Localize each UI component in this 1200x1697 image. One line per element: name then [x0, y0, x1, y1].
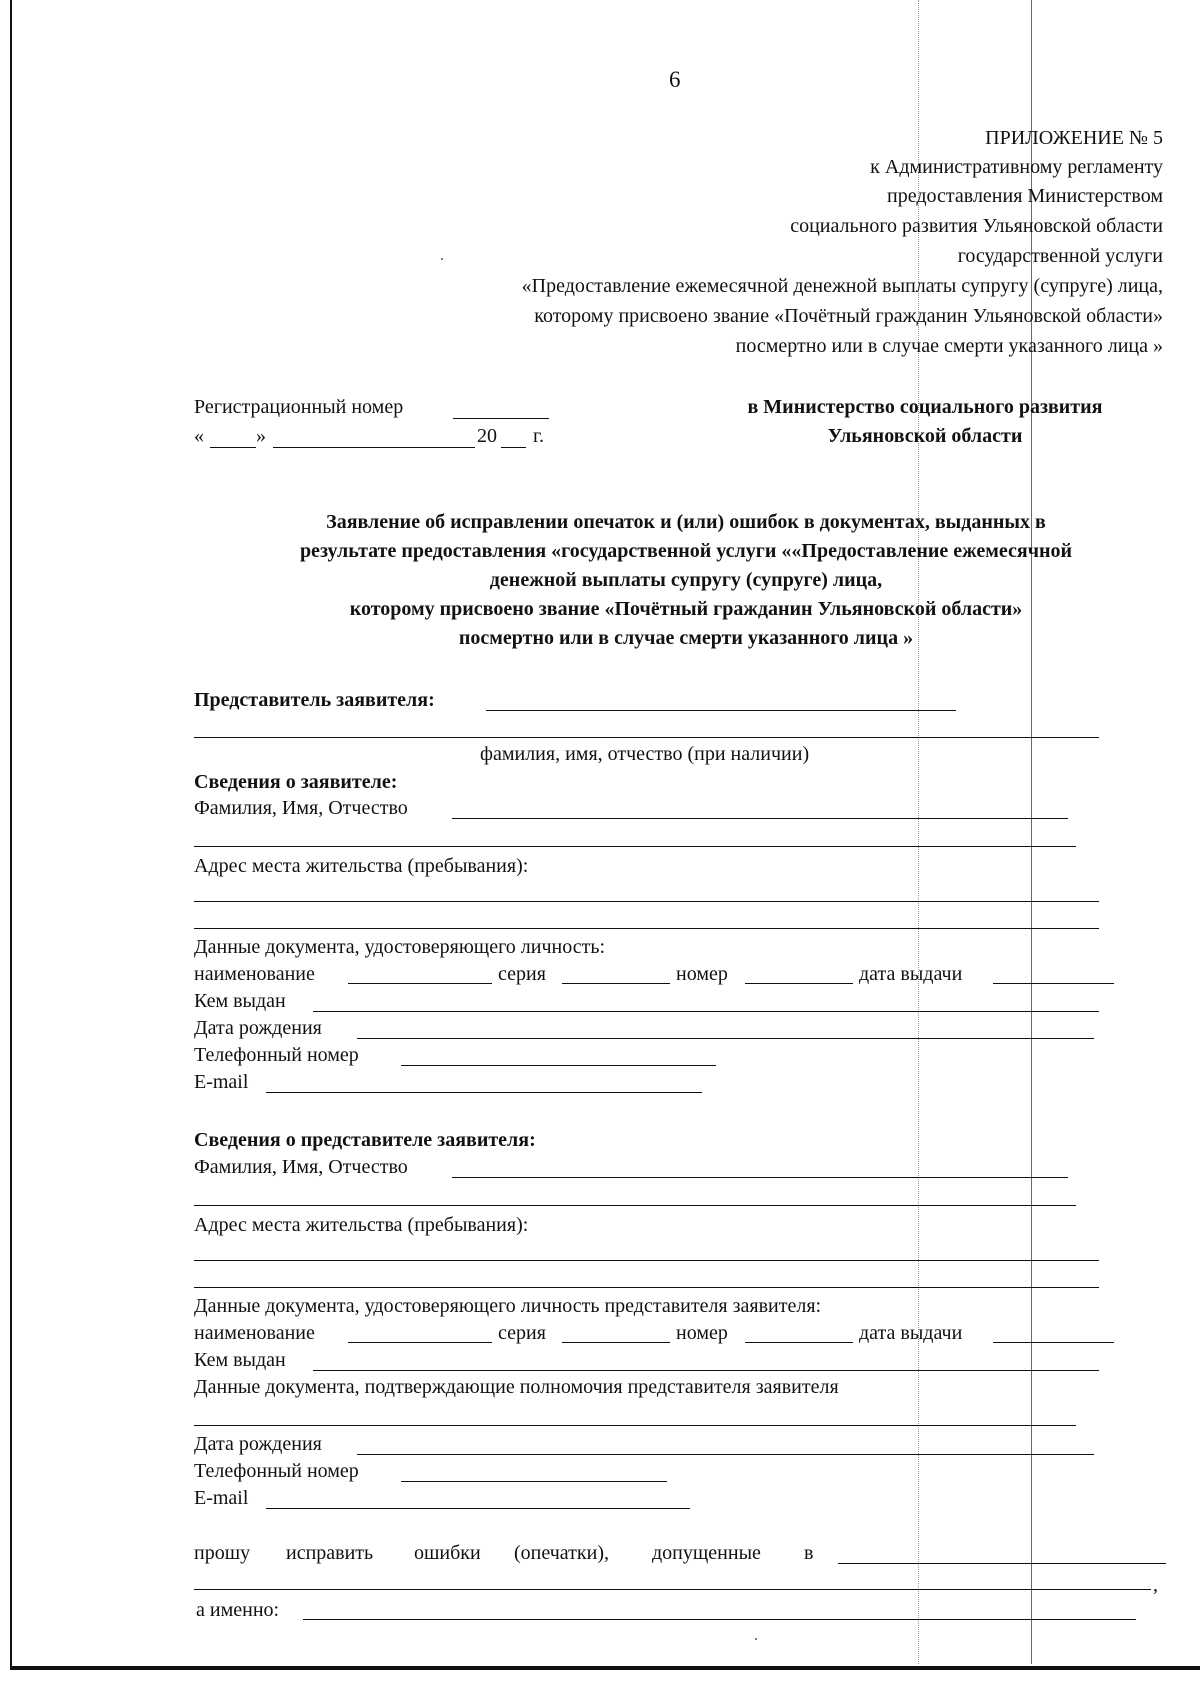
rep-birth-date-label: Дата рождения: [194, 1433, 322, 1455]
appendix-title: ПРИЛОЖЕНИЕ № 5: [985, 127, 1163, 149]
rep-doc-name-field[interactable]: [348, 1342, 492, 1343]
request-namely-label: а именно:: [196, 1599, 280, 1621]
representative-name-field[interactable]: [486, 710, 956, 711]
request-comma: ,: [1153, 1574, 1158, 1596]
rep-authority-doc-label: Данные документа, подтверждающие полномочия представителя заявителя: [194, 1376, 839, 1398]
rep-doc-date-label: дата выдачи: [859, 1322, 963, 1344]
request-word: в: [804, 1542, 814, 1564]
appendix-line: которому присвоено звание «Почётный гражданин Ульяновской области»: [534, 305, 1163, 327]
rep-doc-series-label: серия: [498, 1322, 546, 1344]
applicant-address-field[interactable]: [194, 901, 1099, 902]
year-prefix: 20: [477, 425, 497, 447]
request-word: (опечатки),: [514, 1542, 609, 1564]
request-document-field-line2[interactable]: [194, 1589, 1151, 1590]
date-day-field[interactable]: [210, 447, 256, 448]
rep-address-field[interactable]: [194, 1260, 1099, 1261]
statement-title-line: посмертно или в случае смерти указанного лица »: [458, 627, 914, 649]
appendix-line: к Административному регламенту: [870, 156, 1163, 178]
representative-name-field-line2[interactable]: [194, 737, 1099, 738]
request-document-field[interactable]: [838, 1563, 1166, 1564]
page-number: 6: [669, 67, 681, 92]
rep-info-heading: Сведения о представителе заявителя:: [194, 1129, 536, 1151]
rep-doc-number-label: номер: [676, 1322, 728, 1344]
applicant-heading: Сведения о заявителе:: [194, 771, 398, 793]
rep-doc-date-field[interactable]: [993, 1342, 1114, 1343]
applicant-issued-by-field[interactable]: [313, 1011, 1099, 1012]
appendix-line: предоставления Министерством: [887, 185, 1163, 207]
year-suffix: г.: [533, 425, 544, 447]
request-word: исправить: [286, 1542, 374, 1564]
applicant-doc-number-label: номер: [676, 963, 728, 985]
applicant-fio-label: Фамилия, Имя, Отчество: [194, 797, 408, 819]
request-word: ошибки: [414, 1542, 481, 1564]
rep-birth-date-field[interactable]: [357, 1454, 1094, 1455]
scan-speck: [755, 1638, 757, 1640]
statement-title-line: которому присвоено звание «Почётный гражданин Ульяновской области»: [349, 598, 1023, 620]
rep-doc-name-label: наименование: [194, 1322, 315, 1344]
applicant-email-field[interactable]: [266, 1092, 702, 1093]
rep-authority-doc-field[interactable]: [194, 1425, 1076, 1426]
rep-issued-by-label: Кем выдан: [194, 1349, 286, 1371]
request-word: прошу: [194, 1542, 251, 1564]
rep-fio-field[interactable]: [452, 1177, 1068, 1178]
rep-issued-by-field[interactable]: [313, 1370, 1099, 1371]
applicant-birth-date-field[interactable]: [357, 1038, 1094, 1039]
applicant-phone-field[interactable]: [401, 1065, 716, 1066]
applicant-id-doc-label: Данные документа, удостоверяющего личность:: [194, 936, 606, 958]
recipient-line: Ульяновской области: [827, 425, 1023, 447]
applicant-phone-label: Телефонный номер: [194, 1044, 359, 1066]
recipient-line: в Министерство социального развития: [747, 396, 1103, 418]
applicant-fio-field[interactable]: [452, 818, 1068, 819]
applicant-doc-series-field[interactable]: [562, 983, 670, 984]
rep-fio-label: Фамилия, Имя, Отчество: [194, 1156, 408, 1178]
page-bottom-border: [10, 1666, 1200, 1670]
appendix-line: «Предоставление ежемесячной денежной выплаты супругу (супруге) лица,: [521, 275, 1163, 297]
scan-speck: [441, 258, 443, 260]
registration-number-label: Регистрационный номер: [194, 396, 404, 418]
appendix-line: государственной услуги: [957, 245, 1163, 267]
registration-number-field[interactable]: [453, 418, 549, 419]
applicant-issued-by-label: Кем выдан: [194, 990, 286, 1012]
page-left-border: [10, 0, 12, 1668]
appendix-line: социального развития Ульяновской области: [790, 215, 1163, 237]
applicant-doc-name-label: наименование: [194, 963, 315, 985]
rep-phone-field[interactable]: [401, 1481, 667, 1482]
rep-email-field[interactable]: [266, 1508, 690, 1509]
statement-title-line: денежной выплаты супругу (супруге) лица,: [489, 569, 883, 591]
statement-title-line: результате предоставления «государственной услуги ««Предоставление ежемесячной: [299, 540, 1073, 562]
applicant-fio-field-line2[interactable]: [194, 846, 1076, 847]
applicant-address-field-line2[interactable]: [194, 928, 1099, 929]
applicant-doc-series-label: серия: [498, 963, 546, 985]
representative-caption: фамилия, имя, отчество (при наличии): [480, 743, 810, 765]
rep-id-doc-label: Данные документа, удостоверяющего личность представителя заявителя:: [194, 1295, 822, 1317]
applicant-address-label: Адрес места жительства (пребывания):: [194, 855, 529, 877]
representative-label: Представитель заявителя:: [194, 689, 435, 711]
request-namely-field[interactable]: [303, 1619, 1136, 1620]
appendix-line: посмертно или в случае смерти указанного лица »: [735, 335, 1163, 357]
rep-address-label: Адрес места жительства (пребывания):: [194, 1214, 529, 1236]
rep-phone-label: Телефонный номер: [194, 1460, 359, 1482]
statement-title-line: Заявление об исправлении опечаток и (или) ошибок в документах, выданных в: [326, 511, 1046, 533]
request-word: допущенные: [652, 1542, 761, 1564]
applicant-doc-name-field[interactable]: [348, 983, 492, 984]
rep-doc-number-field[interactable]: [745, 1342, 853, 1343]
rep-fio-field-line2[interactable]: [194, 1205, 1076, 1206]
applicant-birth-date-label: Дата рождения: [194, 1017, 322, 1039]
applicant-email-label: E-mail: [194, 1071, 249, 1093]
applicant-doc-date-label: дата выдачи: [859, 963, 963, 985]
rep-doc-series-field[interactable]: [562, 1342, 670, 1343]
date-close-quote: »: [256, 425, 266, 447]
rep-address-field-line2[interactable]: [194, 1287, 1099, 1288]
rep-email-label: E-mail: [194, 1487, 249, 1509]
applicant-doc-date-field[interactable]: [993, 983, 1114, 984]
applicant-doc-number-field[interactable]: [745, 983, 853, 984]
date-open-quote: «: [194, 425, 204, 447]
date-year-field[interactable]: [501, 447, 526, 448]
date-month-field[interactable]: [273, 447, 475, 448]
scan-artifact-line: [918, 0, 919, 1664]
